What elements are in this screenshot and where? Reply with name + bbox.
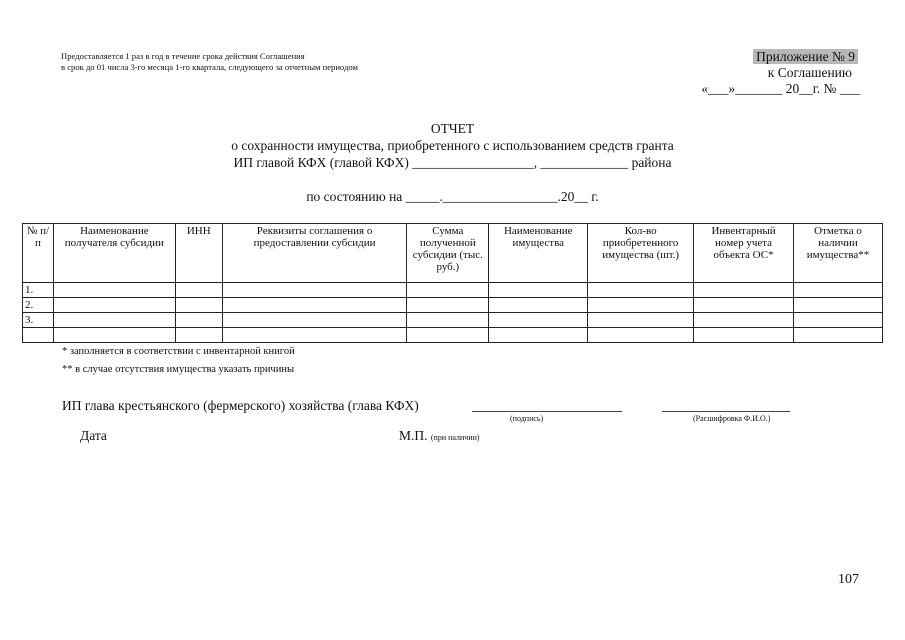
- seal-label: М.П.: [399, 428, 428, 443]
- table-cell[interactable]: [407, 313, 489, 328]
- table-row: [23, 328, 883, 343]
- report-as-of: по состоянию на _____._________________.20__ г.: [306, 189, 599, 204]
- table-cell[interactable]: [694, 328, 794, 343]
- table-cell[interactable]: [694, 313, 794, 328]
- signature-caption: (подпись): [510, 414, 544, 423]
- table-cell[interactable]: [794, 298, 883, 313]
- seal-block: [399, 428, 480, 444]
- table-cell[interactable]: [794, 283, 883, 298]
- table-cell[interactable]: [489, 313, 588, 328]
- table-cell[interactable]: [794, 313, 883, 328]
- submission-note: [61, 51, 358, 73]
- report-title: ОТЧЕТ: [430, 121, 475, 136]
- table-cell[interactable]: [694, 298, 794, 313]
- table-cell[interactable]: [588, 328, 694, 343]
- table-cell[interactable]: 3.: [23, 313, 54, 328]
- signature-label: ИП глава крестьянского (фермерского) хозяйства (глава КФХ): [62, 398, 419, 413]
- header-inn: ИНН: [175, 224, 222, 283]
- table-row: [23, 298, 883, 313]
- table-cell[interactable]: [407, 298, 489, 313]
- footnote-absence: ** в случае отсутствия имущества указать причины: [62, 364, 295, 375]
- seal-note: (при наличии): [430, 433, 480, 442]
- table-cell[interactable]: 1.: [23, 283, 54, 298]
- table-cell[interactable]: [175, 328, 222, 343]
- table-cell[interactable]: [489, 283, 588, 298]
- table-cell[interactable]: [694, 283, 794, 298]
- table-row: [23, 313, 883, 328]
- table-cell[interactable]: [588, 283, 694, 298]
- table-cell[interactable]: [222, 298, 407, 313]
- annex-date-line: «___»_______ 20__г. № ___: [701, 81, 860, 96]
- date-label: Дата: [80, 428, 107, 443]
- annex-block: [660, 49, 860, 97]
- header-property-name: Наименование имущества: [489, 224, 588, 283]
- table-cell[interactable]: [407, 283, 489, 298]
- table-cell[interactable]: [175, 313, 222, 328]
- footnote-inventory: * заполняется в соответствии с инвентарной книгой: [62, 346, 295, 357]
- report-table: [22, 223, 883, 343]
- name-caption: (Расшифровка Ф.И.О.): [693, 414, 771, 423]
- table-cell[interactable]: 2.: [23, 298, 54, 313]
- annex-subtitle: к Соглашению: [767, 65, 852, 80]
- table-row: [23, 283, 883, 298]
- header-num: № п/п: [23, 224, 54, 283]
- table-cell[interactable]: [53, 298, 175, 313]
- table-cell[interactable]: [588, 298, 694, 313]
- table-cell[interactable]: [407, 328, 489, 343]
- header-quantity: Кол-во приобретенного имущества (шт.): [588, 224, 694, 283]
- table-cell[interactable]: [53, 283, 175, 298]
- report-subtitle2: ИП главой КФХ (главой КФХ) __________________, _____________ района: [233, 155, 672, 170]
- table-cell[interactable]: [53, 328, 175, 343]
- signature-line[interactable]: [472, 411, 622, 412]
- table-cell[interactable]: [175, 298, 222, 313]
- header-amount: Сумма полученной субсидии (тыс. руб.): [407, 224, 489, 283]
- table-cell[interactable]: [222, 283, 407, 298]
- table-cell[interactable]: [588, 313, 694, 328]
- header-agreement: Реквизиты соглашения о предоставлении субсидии: [222, 224, 407, 283]
- submission-note-line2: в срок до 01 числа 3-го месяца 1-го квартала, следующего за отчетным периодом: [61, 62, 358, 72]
- table-cell[interactable]: [222, 313, 407, 328]
- submission-note-line1: Предоставляется 1 раз в год в течение срока действия Соглашения: [61, 51, 305, 61]
- header-recipient: Наименование получателя субсидии: [53, 224, 175, 283]
- table-cell[interactable]: [489, 328, 588, 343]
- table-cell[interactable]: [489, 298, 588, 313]
- annex-title: Приложение № 9: [753, 49, 858, 64]
- table-cell[interactable]: [222, 328, 407, 343]
- table-cell[interactable]: [794, 328, 883, 343]
- table-cell[interactable]: [175, 283, 222, 298]
- table-cell[interactable]: [53, 313, 175, 328]
- table-header-row: [23, 224, 883, 283]
- page-number: 107: [838, 572, 859, 587]
- header-presence-mark: Отметка о наличии имущества**: [794, 224, 883, 283]
- table-cell[interactable]: [23, 328, 54, 343]
- name-line[interactable]: [662, 411, 790, 412]
- report-subtitle1: о сохранности имущества, приобретенного с использованием средств гранта: [231, 138, 674, 153]
- header-inventory-number: Инвентарный номер учета объекта ОС*: [694, 224, 794, 283]
